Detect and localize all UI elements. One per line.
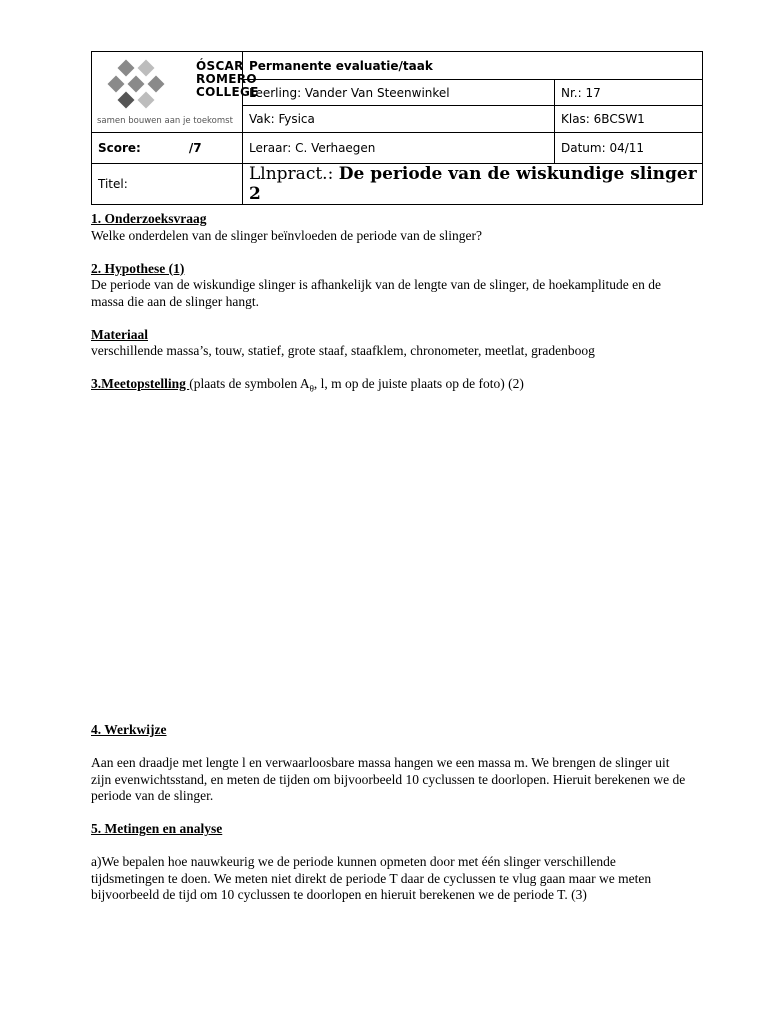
title-cell (243, 164, 703, 205)
score-label: Score: (98, 141, 141, 155)
school-logo (92, 52, 259, 133)
student-name: Leerling: Vander Van Steenwinkel (243, 80, 555, 106)
score-cell (92, 133, 243, 164)
student-number: Nr.: 17 (555, 80, 703, 106)
score-value: /7 (188, 141, 202, 155)
header-table (91, 51, 703, 205)
document-body (91, 211, 691, 904)
section-2-text: De periode van de wiskundige slinger is afhankelijk van de lengte van de slinger, de hoekamplitude en de massa die aan de slinger hangt. (91, 277, 662, 309)
section-1-text: Welke onderdelen van de slinger beïnvloeden de periode van de slinger? (91, 227, 483, 243)
teacher: Leraar: C. Verhaegen (243, 133, 555, 164)
document-title: Llnpract.: De periode van de wiskundige slinger 2 (249, 164, 697, 204)
class: Klas: 6BCSW1 (555, 105, 703, 132)
section-3-line: 3.Meetopstelling (plaats de symbolen $A_\theta$, l, m op de juiste plaats op de foto) (2) (91, 376, 524, 394)
evaluation-title: Permanente evaluatie/taak (243, 52, 703, 80)
section-4-heading: 4. Werkwijze (91, 722, 167, 738)
section-1-heading: 1. Onderzoeksvraag (91, 211, 207, 226)
materials-heading: Materiaal (91, 326, 148, 342)
section-3-heading: 3.Meetopstelling (91, 376, 190, 391)
materials-text: verschillende massa’s, touw, statief, grote staaf, staafklem, chronometer, meetlat, gradenboog (91, 343, 595, 358)
date: Datum: 04/11 (555, 133, 703, 164)
school-tagline: samen bouwen aan je toekomst (97, 116, 233, 126)
section-2-heading: 2. Hypothese (1) (91, 260, 185, 276)
photo-placeholder (91, 397, 691, 722)
section-4-text: Aan een draadje met lengte l en verwaarloosbare massa hangen we een massa m. We brengen de slinger uit zijn evenwichtsstand, en meten de tijden om bijvoorbeeld 10 cyclussen te doorlopen. Hieruit berekenen we de periode van de slinger. (91, 755, 686, 804)
subject: Vak: Fysica (243, 105, 555, 132)
section-5-text: a)We bepalen hoe nauwkeurig we de periode kunnen opmeten door met één slinger verschillende tijdsmetingen te doen. We meten niet direkt de periode T daar de cyclussen te vlug gaan maar we meten bijvoorbeeld de tijd om 10 cyclussen te doorlopen en hieruit berekenen we de periode T. (3) (91, 854, 652, 903)
school-name: ÓSCAR ROMERO COLLEGE (196, 59, 259, 99)
logo-emblem-icon (98, 58, 194, 114)
section-5-heading: 5. Metingen en analyse (91, 821, 223, 837)
title-label: Titel: (92, 164, 243, 205)
